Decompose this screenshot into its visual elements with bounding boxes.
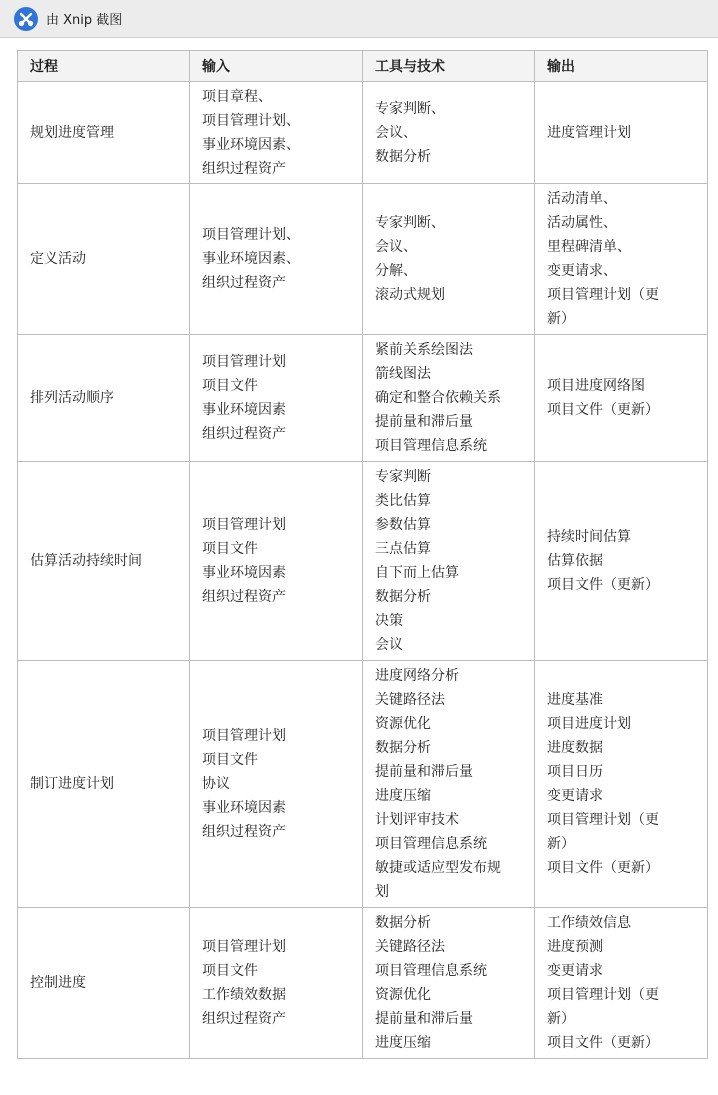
tools-line: 提前量和滞后量 [375,764,473,780]
tools-line: 进度压缩 [375,1035,431,1051]
inputs-line: 事业环境因素、 [202,136,300,153]
tools-line: 进度网络分析 [375,668,459,684]
inputs-line: 项目管理计划、 [202,227,300,243]
outputs-line: 项目日历 [547,764,603,780]
tools-cell [363,82,535,184]
outputs-line: 项目文件（更新） [547,860,659,876]
tools-line: 敏捷或适应型发布规 [375,860,501,876]
inputs-line: 项目管理计划 [202,728,286,744]
inputs-line: 组织过程资产 [202,1011,286,1027]
process-cell: 规划进度管理 [18,82,190,184]
inputs-line: 项目章程、 [202,88,272,105]
inputs-line: 工作绩效数据 [202,987,286,1003]
table-row [18,908,708,1059]
outputs-line: 持续时间估算 [547,529,631,545]
outputs-cell [535,661,708,908]
tools-line: 提前量和滞后量 [375,414,473,430]
outputs-line: 里程碑清单、 [547,239,631,255]
tools-line: 数据分析 [375,148,431,165]
outputs-cell [535,908,708,1059]
process-cell: 控制进度 [18,908,190,1059]
outputs-line: 新） [547,1011,575,1027]
header-process: 过程 [18,51,190,82]
outputs-line: 项目进度计划 [547,716,631,732]
tools-line: 项目管理信息系统 [375,836,487,852]
outputs-line: 进度数据 [547,740,603,756]
inputs-line: 事业环境因素 [202,565,286,581]
tools-line: 类比估算 [375,493,431,509]
outputs-line: 变更请求 [547,788,603,804]
tools-line: 数据分析 [375,589,431,605]
tools-line: 数据分析 [375,740,431,756]
tools-line: 资源优化 [375,716,431,732]
inputs-cell [190,184,363,335]
outputs-line: 变更请求、 [547,263,617,279]
tools-line: 会议 [375,637,403,653]
inputs-cell [190,908,363,1059]
tools-line: 参数估算 [375,517,431,533]
tools-line: 三点估算 [375,541,431,557]
tools-line: 滚动式规划 [375,287,445,303]
tools-line: 专家判断、 [375,100,445,117]
inputs-line: 项目文件 [202,963,258,979]
outputs-line: 进度基准 [547,692,603,708]
inputs-line: 项目管理计划 [202,517,286,533]
tools-cell [363,184,535,335]
outputs-line: 项目管理计划（更 [547,287,659,303]
tools-line: 关键路径法 [375,939,445,955]
header-inputs: 输入 [190,51,363,82]
table-row [18,82,708,184]
outputs-line: 项目管理计划（更 [547,812,659,828]
header-tools: 工具与技术 [363,51,535,82]
inputs-line: 组织过程资产 [202,275,286,291]
window-title: 由 Xnip 截图 [46,13,123,28]
inputs-cell [190,661,363,908]
outputs-cell [535,335,708,462]
outputs-line: 项目文件（更新） [547,1035,659,1051]
inputs-line: 协议 [202,776,230,792]
tools-line: 紧前关系绘图法 [375,342,473,358]
inputs-line: 事业环境因素 [202,800,286,816]
inputs-line: 项目文件 [202,541,258,557]
tools-cell [363,335,535,462]
inputs-line: 组织过程资产 [202,824,286,840]
inputs-line: 项目文件 [202,378,258,394]
outputs-cell [535,82,708,184]
process-cell: 定义活动 [18,184,190,335]
outputs-line: 项目文件（更新） [547,577,659,593]
outputs-line: 进度预测 [547,939,603,955]
tools-cell [363,661,535,908]
outputs-line: 估算依据 [547,553,603,569]
tools-line: 计划评审技术 [375,812,459,828]
inputs-line: 组织过程资产 [202,589,286,605]
inputs-cell [190,462,363,661]
schedule-process-table [17,50,708,1059]
table-body [18,82,708,1059]
header-outputs: 输出 [535,51,708,82]
tools-line: 项目管理信息系统 [375,963,487,979]
outputs-line: 项目进度网络图 [547,378,645,394]
tools-line: 资源优化 [375,987,431,1003]
tools-line: 提前量和滞后量 [375,1011,473,1027]
tools-cell [363,908,535,1059]
tools-cell [363,462,535,661]
inputs-line: 项目管理计划 [202,354,286,370]
outputs-line: 变更请求 [547,963,603,979]
tools-line: 进度压缩 [375,788,431,804]
outputs-cell [535,184,708,335]
outputs-line: 项目管理计划（更 [547,987,659,1003]
tools-line: 确定和整合依赖关系 [375,390,501,406]
tools-line: 划 [375,884,389,900]
process-cell: 制订进度计划 [18,661,190,908]
inputs-line: 组织过程资产 [202,426,286,442]
inputs-cell [190,82,363,184]
xnip-app-icon [14,7,38,31]
tools-line: 箭线图法 [375,366,431,382]
outputs-line: 项目文件（更新） [547,402,659,418]
tools-line: 会议、 [375,239,417,255]
inputs-line: 项目管理计划 [202,939,286,955]
tools-line: 自下而上估算 [375,565,459,581]
outputs-line: 新） [547,311,575,327]
tools-line: 数据分析 [375,915,431,931]
tools-line: 专家判断 [375,469,431,485]
inputs-line: 事业环境因素、 [202,251,300,267]
outputs-line: 进度管理计划 [547,124,631,141]
inputs-line: 事业环境因素 [202,402,286,418]
title-bar [0,0,718,38]
table-row [18,335,708,462]
outputs-line: 新） [547,836,575,852]
tools-line: 关键路径法 [375,692,445,708]
table-header-row [18,51,708,82]
document-content [0,38,718,1059]
inputs-line: 组织过程资产 [202,160,286,177]
inputs-line: 项目管理计划、 [202,112,300,129]
tools-line: 专家判断、 [375,215,445,231]
process-cell: 排列活动顺序 [18,335,190,462]
outputs-line: 工作绩效信息 [547,915,631,931]
process-cell: 估算活动持续时间 [18,462,190,661]
table-row [18,661,708,908]
tools-line: 会议、 [375,124,417,141]
outputs-line: 活动属性、 [547,215,617,231]
tools-line: 分解、 [375,263,417,279]
inputs-line: 项目文件 [202,752,258,768]
outputs-cell [535,462,708,661]
outputs-line: 活动清单、 [547,191,617,207]
table-row [18,462,708,661]
inputs-cell [190,335,363,462]
table-row [18,184,708,335]
tools-line: 决策 [375,613,403,629]
tools-line: 项目管理信息系统 [375,438,487,454]
